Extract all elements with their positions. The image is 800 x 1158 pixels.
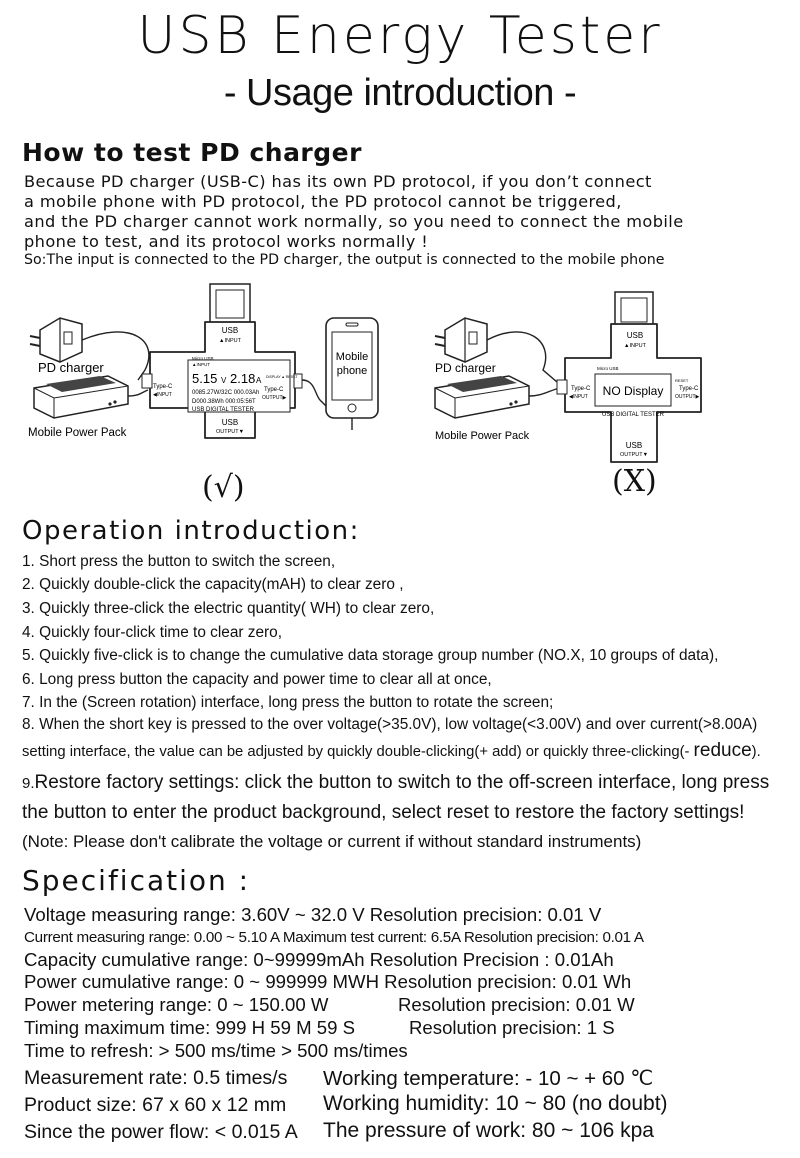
usb-tester-device [557, 292, 701, 462]
power-bank-label: Mobile Power Pack [28, 427, 127, 439]
spec-power-flow: Since the power flow: < 0.015 A [24, 1121, 298, 1143]
operation-item-9-prefix: 9. [22, 775, 35, 792]
display-current-unit: A [256, 376, 262, 385]
operation-item: 3. Quickly three-click the electric quantity( WH) to clear zero, [22, 600, 435, 617]
display-line2: 0085.27W/32C 000.03Ah [192, 390, 260, 396]
spec-work-pressure: The pressure of work: 80 ~ 106 kpa [323, 1119, 654, 1142]
spec-power-cumulative: Power cumulative range: 0 ~ 999999 MWH Resolution precision: 0.01 Wh [24, 971, 632, 992]
operation-note: (Note: Please don't calibrate the voltage or current if without standard instruments) [22, 832, 642, 851]
type-c-left-sub: ◀INPUT [569, 394, 588, 400]
phone-label-line2: phone [336, 365, 368, 377]
power-bank-icon [34, 376, 128, 418]
phone-label-line1: Mobile [335, 351, 369, 363]
micro-usb-sub: ▲INPUT [192, 362, 210, 367]
pd-charger-icon [435, 318, 487, 362]
operation-item: 4. Quickly four-click time to clear zero, [22, 624, 283, 641]
result-incorrect: (X) [612, 464, 657, 499]
result-correct: (√) [202, 470, 245, 505]
pd-section-heading: How to test PD charger [22, 138, 362, 167]
display-line3: D000.38Wh 000:05:56T [192, 399, 256, 405]
spec-timing-resolution: Resolution precision: 1 S [409, 1017, 615, 1038]
operation-item-8-cont-c: ). [751, 744, 761, 760]
display-label: USB DIGITAL TESTER [602, 412, 664, 418]
spec-working-temperature: Working temperature: - 10 ~ + 60 ℃ [323, 1067, 654, 1090]
operation-item: 8. When the short key is pressed to the over voltage(>35.0V), low voltage(<3.00V) and over current(>8.00A) [22, 716, 758, 733]
usb-output-bottom-sub: OUTPUT▼ [215, 429, 245, 435]
operation-item: 6. Long press button the capacity and power time to clear all at once, [22, 671, 492, 688]
micro-usb-label: Micro USB [192, 356, 214, 361]
pd-charger-icon [30, 318, 82, 362]
display-voltage-unit: V [221, 376, 227, 385]
operation-item-8-cont-b: reduce [693, 740, 752, 761]
display-current: 2.18 [230, 371, 256, 386]
type-c-right-label: Type-C [264, 387, 284, 393]
operation-item-9-text: Restore factory settings: click the button to switch to the off-screen interface, long press [34, 772, 770, 793]
usb-input-top-label: USB [626, 331, 644, 340]
spec-power-metering: Power metering range: 0 ~ 150.00 W [24, 994, 329, 1015]
page-title: USB Energy Tester [137, 6, 663, 66]
pd-charger-label: PD charger [435, 361, 496, 375]
power-bank-icon [435, 376, 529, 418]
display-side-label: DISPLAY ▲ RESET [266, 375, 298, 379]
type-c-left-label: Type-C [153, 384, 173, 390]
operation-item: 7. In the (Screen rotation) interface, long press the button to rotate the screen; [22, 694, 554, 711]
spec-voltage: Voltage measuring range: 3.60V ~ 32.0 V Resolution precision: 0.01 V [24, 904, 602, 925]
type-c-right-sub: OUTPUT▶ [675, 394, 700, 400]
usb-input-top-label: USB [221, 326, 239, 335]
type-c-left-label: Type-C [571, 386, 591, 392]
spec-measurement-rate: Measurement rate: 0.5 times/s [24, 1067, 288, 1089]
reset-label: RESET [675, 378, 689, 383]
usb-output-bottom-sub: OUTPUT▼ [619, 452, 649, 458]
pd-so-line: So:The input is connected to the PD charger, the output is connected to the mobile phone [24, 252, 665, 268]
usb-output-bottom-label: USB [221, 418, 239, 427]
spec-product-size: Product size: 67 x 60 x 12 mm [24, 1094, 287, 1116]
spec-working-humidity: Working humidity: 10 ~ 80 (no doubt) [323, 1092, 668, 1115]
power-bank-label: Mobile Power Pack [435, 430, 530, 442]
micro-usb-label: Micro USB [597, 366, 619, 371]
page-subtitle: - Usage introduction - [223, 72, 577, 114]
usb-tester-device [142, 284, 302, 438]
usb-output-bottom-label: USB [625, 441, 643, 450]
spec-refresh: Time to refresh: > 500 ms/time > 500 ms/times [24, 1040, 408, 1061]
pd-text-line: a mobile phone with PD protocol, the PD protocol cannot be triggered, [24, 192, 622, 211]
pd-text-line: Because PD charger (USB-C) has its own PD protocol, if you don’t connect [24, 172, 652, 191]
operation-item-9-line1 [22, 772, 769, 794]
operation-item: 1. Short press the button to switch the screen, [22, 553, 336, 570]
display-label: USB DIGITAL TESTER [192, 407, 254, 413]
spec-power-metering-resolution: Resolution precision: 0.01 W [398, 994, 635, 1015]
type-c-right-sub: OUTPUT▶ [262, 395, 287, 401]
display-no-display: NO Display [602, 384, 664, 398]
usb-input-top-sub: ▲INPUT [624, 343, 646, 349]
operation-heading: Operation introduction: [22, 516, 360, 546]
usb-input-top-sub: ▲INPUT [219, 338, 241, 344]
display-voltage: 5.15 [192, 371, 218, 386]
spec-capacity: Capacity cumulative range: 0~99999mAh Resolution Precision : 0.01Ah [24, 949, 614, 970]
spec-timing: Timing maximum time: 999 H 59 M 59 S [24, 1017, 356, 1038]
operation-item: 2. Quickly double-click the capacity(mAH) to clear zero , [22, 576, 404, 593]
pd-charger-label: PD charger [38, 360, 104, 375]
operation-item-8-cont-a: setting interface, the value can be adjusted by quickly double-clicking(+ add) or quickly three-clicking(- [22, 744, 694, 760]
operation-item: 5. Quickly five-click is to change the cumulative data storage group number (NO.X, 10 groups of data), [22, 647, 719, 664]
diagram-incorrect [425, 290, 725, 480]
specification-heading: Specification : [22, 864, 251, 897]
type-c-left-sub: ◀INPUT [153, 392, 172, 398]
operation-item-8-continued [22, 740, 761, 762]
spec-current: Current measuring range: 0.00 ~ 5.10 A Maximum test current: 6.5A Resolution precision: 0.01 A [24, 929, 644, 946]
pd-text-line: phone to test, and its protocol works normally ! [24, 232, 429, 251]
type-c-right-label: Type-C [679, 386, 699, 392]
pd-text-line: and the PD charger cannot work normally, so you need to connect the mobile [24, 212, 684, 231]
operation-item-9-line2: the button to enter the product background, select reset to restore the factory settings! [22, 802, 745, 823]
